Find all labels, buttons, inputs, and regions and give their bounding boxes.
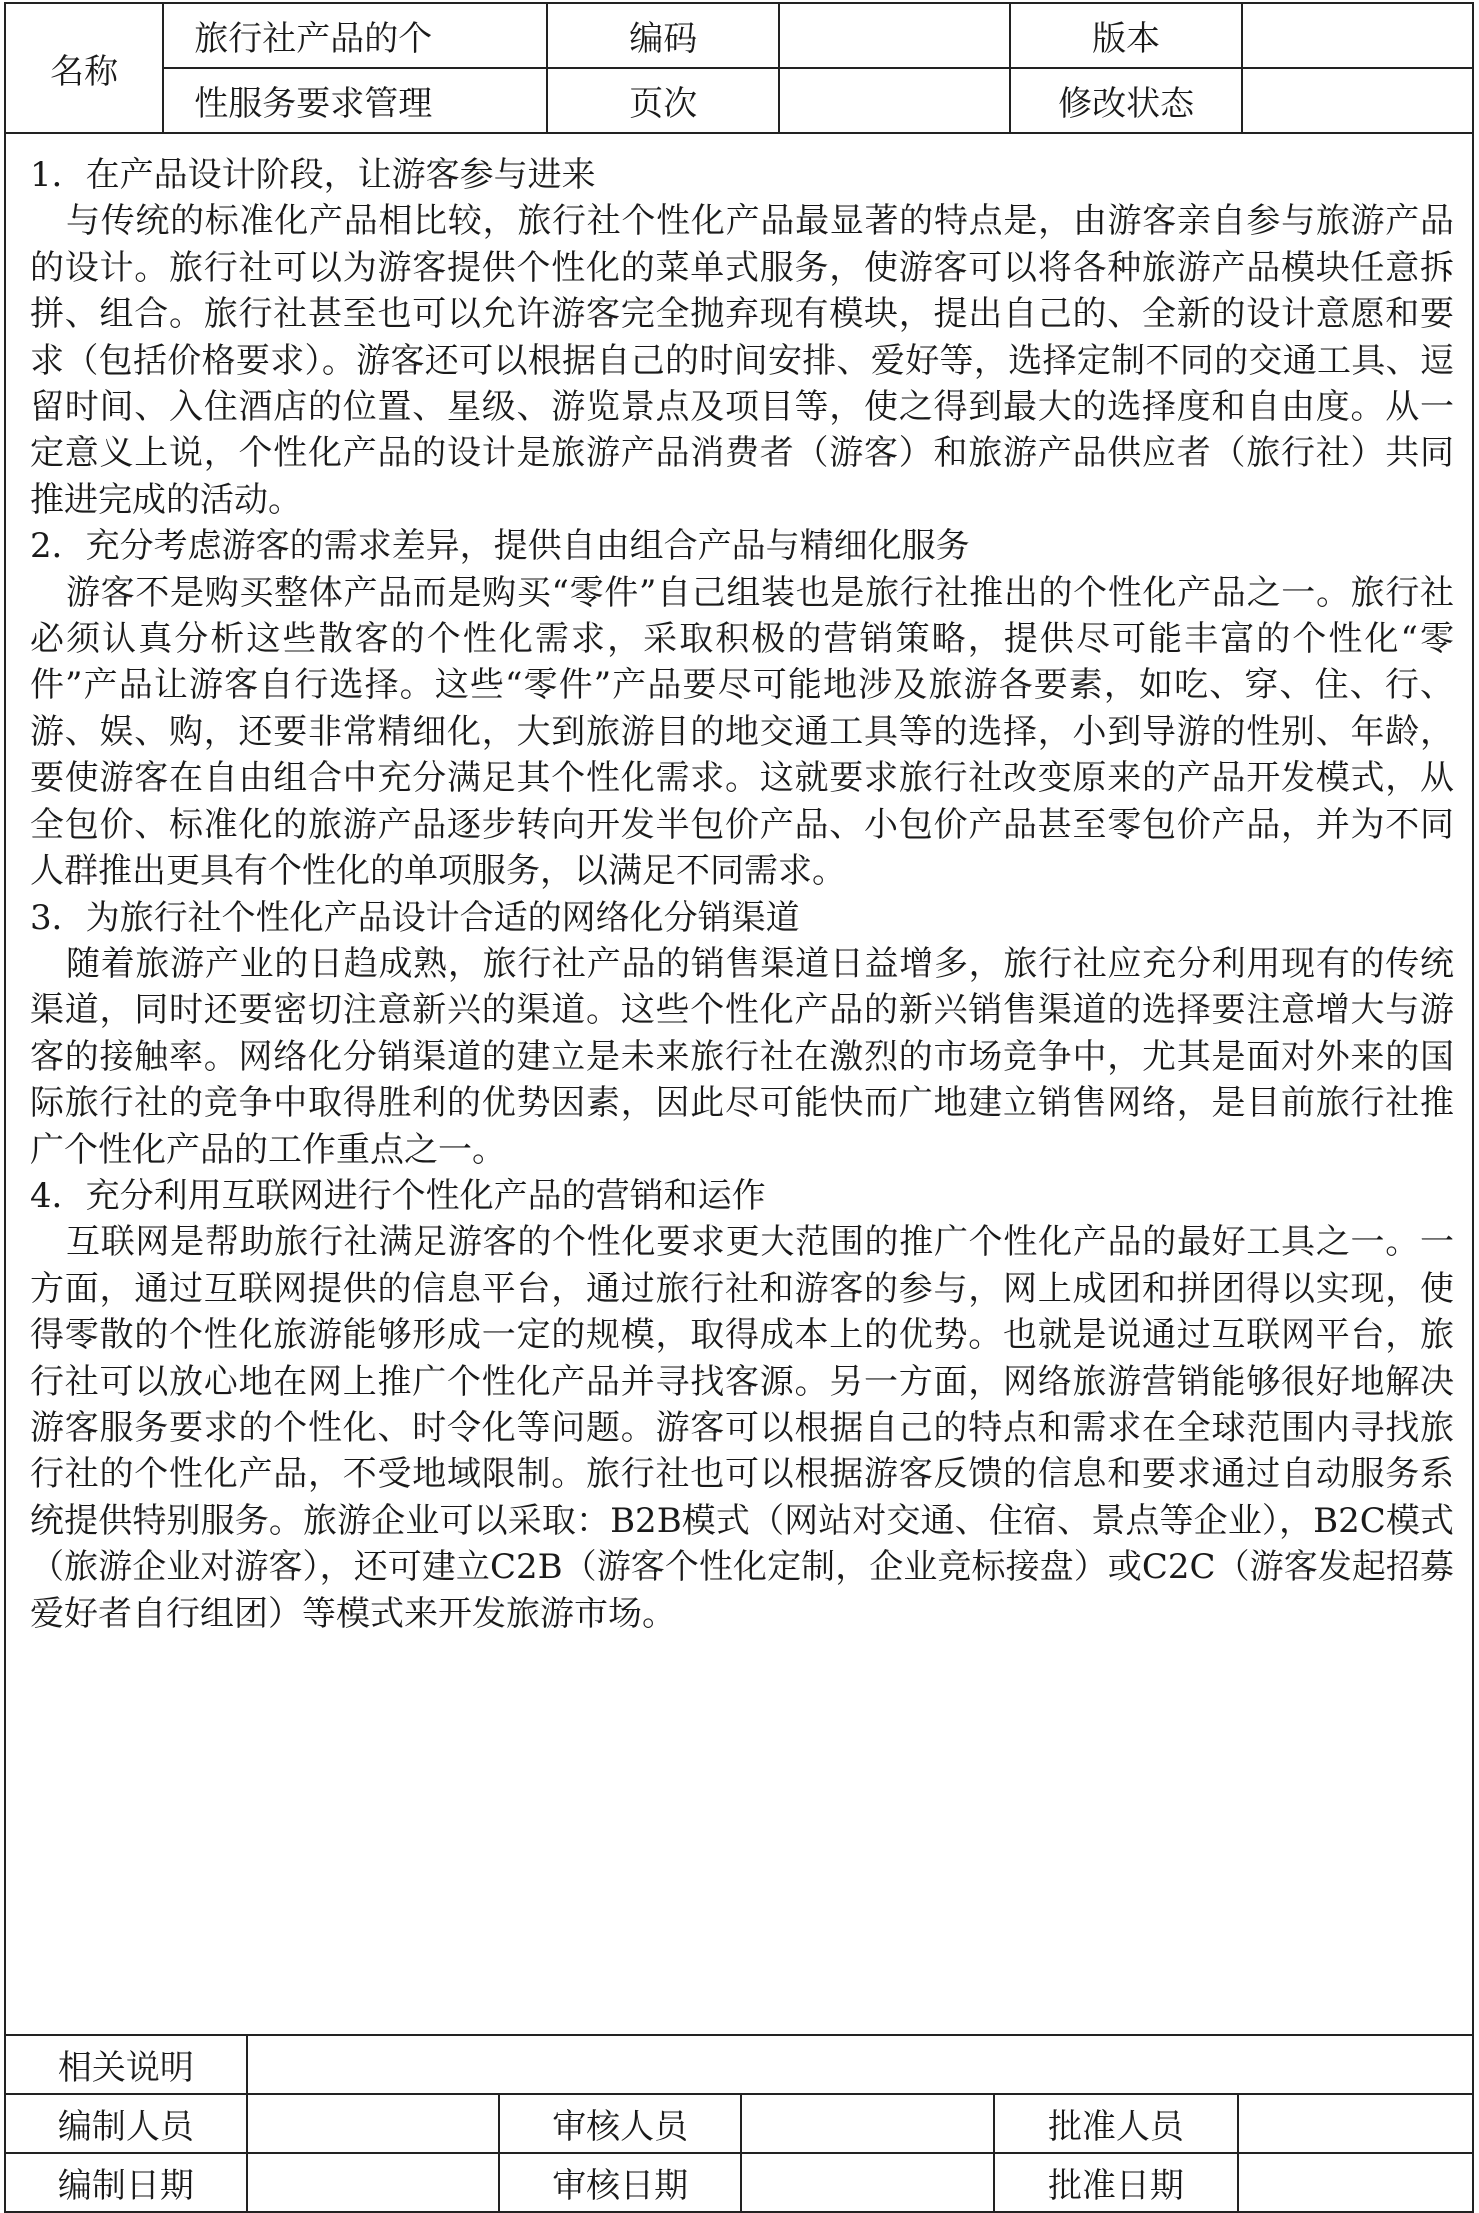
footer-table <box>4 2034 1474 2213</box>
section-1-body: 与传统的标准化产品相比较，旅行社个性化产品最显著的特点是，由游客亲自参与旅游产品的设计。旅行社可以为游客提供个性化的菜单式服务，使游客可以将各种旅游产品模块任意拆拼、组合。旅行社甚至也可以允许游客完全抛弃现有模块，提出自己的、全新的设计意愿和要求（包括价格要求）。游客还可以根据自己的时间安排、爱好等，选择定制不同的交通工具、逗留时间、入住酒店的位置、星级、游览景点及项目等，使之得到最大的选择度和自由度。从一定意义上说，个性化产品的设计是旅游产品消费者（游客）和旅游产品供应者（旅行社）共同推进完成的活动。 <box>30 201 1454 520</box>
section-4-heading: 4．充分利用互联网进行个性化产品的营销和运作 <box>30 1175 766 1216</box>
page-label: 页次 <box>547 68 779 133</box>
approved-by-label: 批准人员 <box>994 2094 1239 2153</box>
header-table <box>4 2 1474 134</box>
name-value-line2: 性服务要求管理 <box>163 68 547 133</box>
section-3-body: 随着旅游产业的日趋成熟，旅行社产品的销售渠道日益增多，旅行社应充分利用现有的传统渠道，同时还要密切注意新兴的渠道。这些个性化产品的新兴销售渠道的选择要注意增大与游客的接触率。网络化分销渠道的建立是未来旅行社在激烈的市场竞争中，尤其是面对外来的国际旅行社的竞争中取得胜利的优势因素，因此尽可能快而广地建立销售网络，是目前旅行社推广个性化产品的工作重点之一。 <box>30 943 1454 1170</box>
reviewed-date-label: 审核日期 <box>499 2153 741 2212</box>
section-2-heading: 2．充分考虑游客的需求差异，提供自由组合产品与精细化服务 <box>30 526 970 567</box>
prepared-date-value[interactable] <box>247 2153 499 2212</box>
code-label: 编码 <box>547 3 779 68</box>
prepared-by-label: 编制人员 <box>5 2094 247 2153</box>
section-2-body: 游客不是购买整体产品而是购买“零件”自己组装也是旅行社推出的个性化产品之一。旅行社必须认真分析这些散客的个性化需求，采取积极的营销策略，提供尽可能丰富的个性化“零件”产品让游客自行选择。这些“零件”产品要尽可能地涉及旅游各要素，如吃、穿、住、行、游、娱、购，还要非常精细化，大到旅游目的地交通工具等的选择，小到导游的性别、年龄，要使游客在自由组合中充分满足其个性化需求。这就要求旅行社改变原来的产品开发模式，从全包价、标准化的旅游产品逐步转向开发半包价产品、小包价产品甚至零包价产品，并为不同人群推出更具有个性化的单项服务，以满足不同需求。 <box>30 572 1454 892</box>
notes-label: 相关说明 <box>5 2035 247 2094</box>
name-value-line1: 旅行社产品的个 <box>163 3 547 68</box>
reviewed-by-value[interactable] <box>741 2094 993 2153</box>
reviewed-by-label: 审核人员 <box>499 2094 741 2153</box>
approved-date-value[interactable] <box>1238 2153 1473 2212</box>
reviewed-date-value[interactable] <box>741 2153 993 2212</box>
section-3-heading: 3．为旅行社个性化产品设计合适的网络化分销渠道 <box>30 897 800 938</box>
approved-date-label: 批准日期 <box>994 2153 1239 2212</box>
revision-label: 修改状态 <box>1010 68 1242 133</box>
prepared-date-label: 编制日期 <box>5 2153 247 2212</box>
page-value[interactable] <box>779 68 1010 133</box>
document-body <box>4 132 1474 2036</box>
version-value[interactable] <box>1242 3 1473 68</box>
section-4-body: 互联网是帮助旅行社满足游客的个性化要求更大范围的推广个性化产品的最好工具之一。一方面，通过互联网提供的信息平台，通过旅行社和游客的参与，网上成团和拼团得以实现，使得零散的个性化旅游能够形成一定的规模，取得成本上的优势。也就是说通过互联网平台，旅行社可以放心地在网上推广个性化产品并寻找客源。另一方面，网络旅游营销能够很好地解决游客服务要求的个性化、时令化等问题。游客可以根据自己的特点和需求在全球范围内寻找旅行社的个性化产品，不受地域限制。旅行社也可以根据游客反馈的信息和要求通过自动服务系统提供特别服务。旅游企业可以采取：B2B模式（网站对交通、住宿、景点等企业），B2C模式（旅游企业对游客），还可建立C2B（游客个性化定制，企业竞标接盘）或C2C（游客发起招募爱好者自行组团）等模式来开发旅游市场。 <box>30 1222 1454 1634</box>
version-label: 版本 <box>1010 3 1242 68</box>
section-1-heading: 1．在产品设计阶段，让游客参与进来 <box>30 155 596 195</box>
prepared-by-value[interactable] <box>247 2094 499 2153</box>
content-text <box>30 152 1454 1637</box>
name-label: 名称 <box>5 3 163 133</box>
approved-by-value[interactable] <box>1238 2094 1473 2153</box>
code-value[interactable] <box>779 3 1010 68</box>
revision-value[interactable] <box>1242 68 1473 133</box>
notes-value[interactable] <box>247 2035 1473 2094</box>
